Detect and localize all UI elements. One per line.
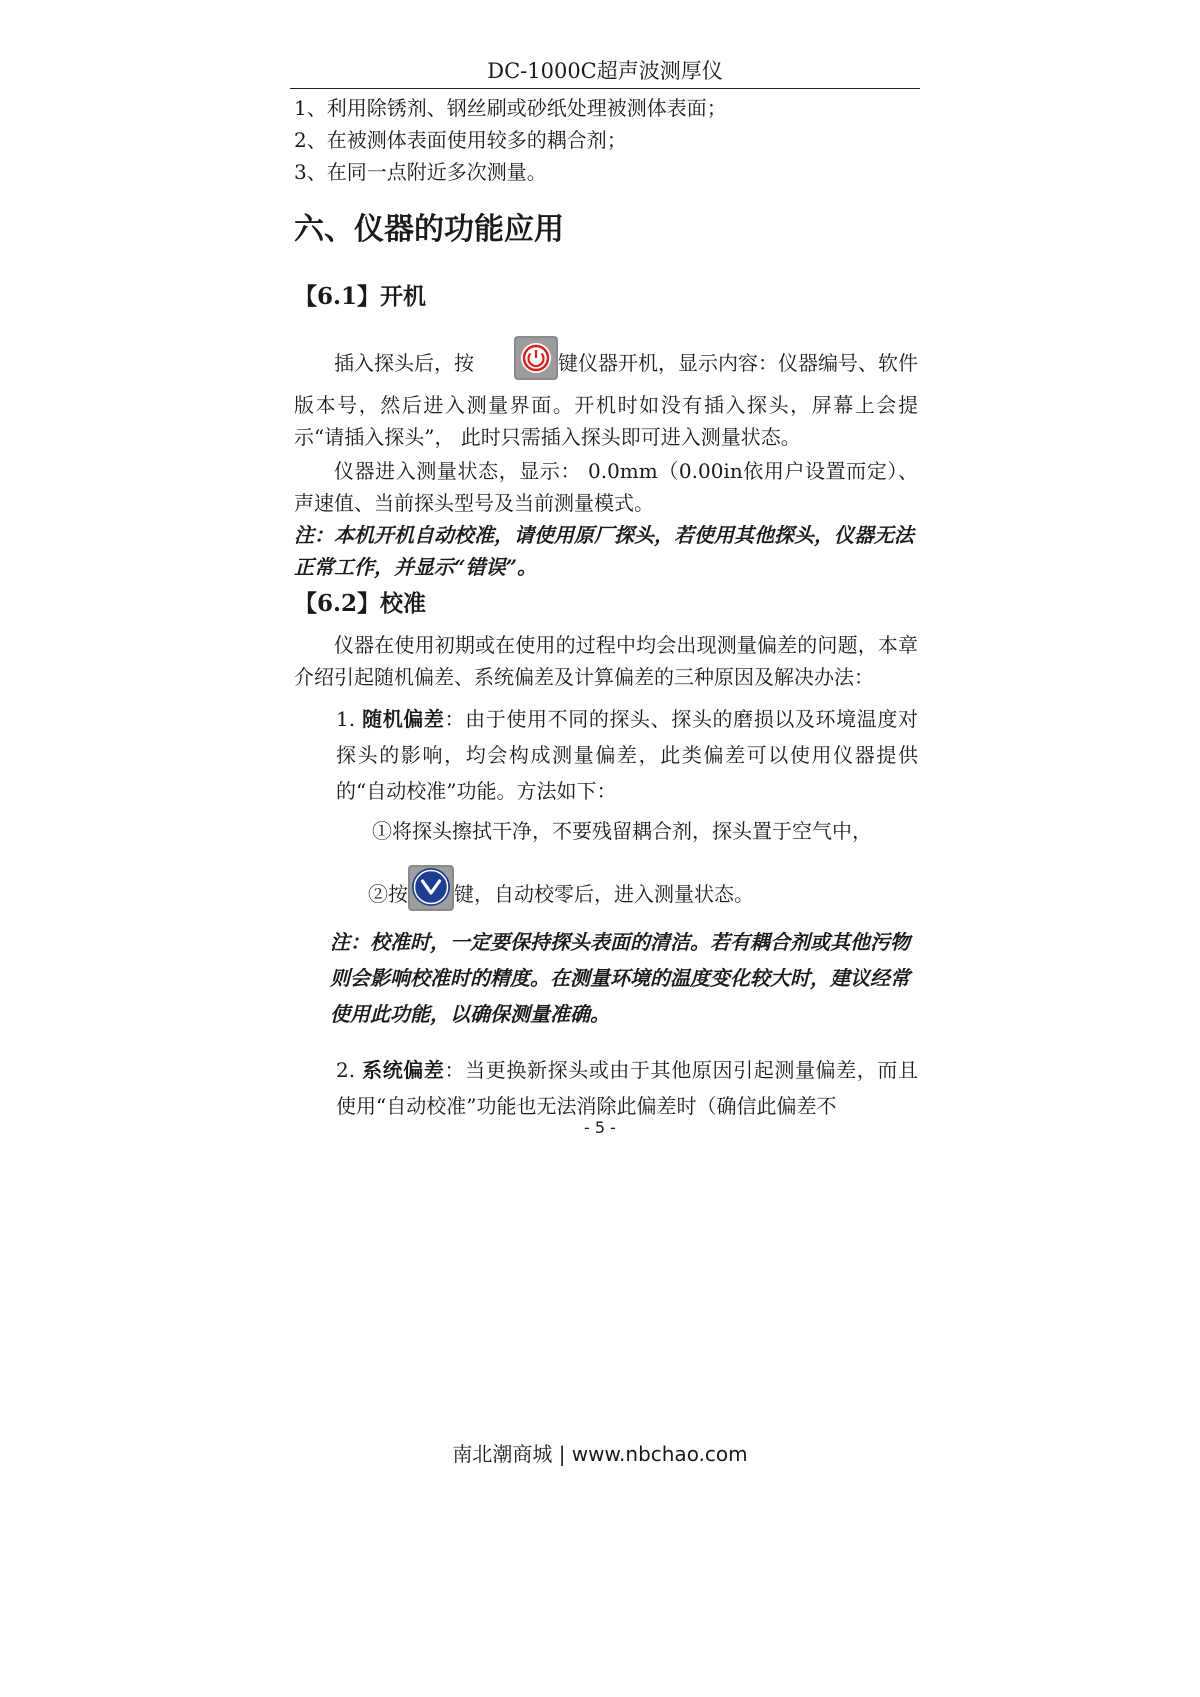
down-key-icon (408, 865, 454, 922)
prep-list-item: 3、在同一点附近多次测量。 (294, 160, 547, 184)
measure-state-paragraph: 仪器进入测量状态，显示： 0.0mm（0.00in依用户设置而定）、声速值、当前探头型号及当前测量模式。 (294, 459, 918, 515)
subsection-heading-6-1: 【6.1】开机 (294, 283, 427, 310)
step-2-text-after: 键，自动校零后，进入测量状态。 (454, 882, 754, 906)
page-content (294, 92, 918, 1124)
power-key-icon (474, 336, 558, 389)
page-number: - 5 - (584, 1118, 616, 1137)
random-error-text: ：由于使用不同的探头、探头的磨损以及环境温度对探头的影响，均会构成测量偏差，此类偏差可以使用仪器提供的“自动校准”功能。方法如下： (336, 707, 919, 803)
calibration-step-1: ①将探头擦拭干净，不要残留耦合剂，探头置于空气中， (372, 819, 872, 843)
page-header-title: DC-1000C超声波测厚仪 (487, 59, 723, 83)
page-footer: 南北潮商城 | www.nbchao.com (452, 1442, 748, 1466)
calibration-step-2 (368, 865, 918, 922)
prep-list-item: 2、在被测体表面使用较多的耦合剂； (294, 128, 627, 152)
system-error-label: 系统偏差 (362, 1058, 445, 1082)
system-error-item (336, 1052, 918, 1124)
calibration-note: 注：校准时，一定要保持探头表面的清洁。若有耦合剂或其他污物则会影响校准时的精度。在测量环境的温度变化较大时，建议经常使用此功能，以确保测量准确。 (330, 930, 910, 1026)
power-on-paragraph (294, 336, 918, 453)
power-on-text-before: 插入探头后，按 (334, 351, 474, 375)
subsection-heading-6-2: 【6.2】校准 (294, 590, 427, 617)
random-error-item (336, 701, 918, 809)
system-error-text: ：当更换新探头或由于其他原因引起测量偏差，而且使用“自动校准”功能也无法消除此偏差时（确信此偏差不 (336, 1058, 919, 1118)
header-rule (290, 88, 920, 89)
prep-list-item: 1、利用除锈剂、钢丝刷或砂纸处理被测体表面； (294, 96, 727, 120)
step-2-text-before: ②按 (368, 882, 408, 906)
power-on-text-after: 键仪器开机，显示内容：仪器编号、软件版本号，然后进入测量界面。开机时如没有插入探头，屏幕上会提示“请插入探头”， 此时只需插入探头即可进入测量状态。 (294, 351, 918, 449)
item-number: 2. (336, 1058, 356, 1082)
power-on-note: 注：本机开机自动校准，请使用原厂探头，若使用其他探头，仪器无法正常工作，并显示“错误”。 (294, 523, 914, 579)
random-error-label: 随机偏差 (362, 707, 445, 731)
section-heading: 六、仪器的功能应用 (294, 212, 564, 247)
item-number: 1. (336, 707, 356, 731)
calibration-intro: 仪器在使用初期或在使用的过程中均会出现测量偏差的问题，本章介绍引起随机偏差、系统偏差及计算偏差的三种原因及解决办法： (294, 633, 918, 689)
